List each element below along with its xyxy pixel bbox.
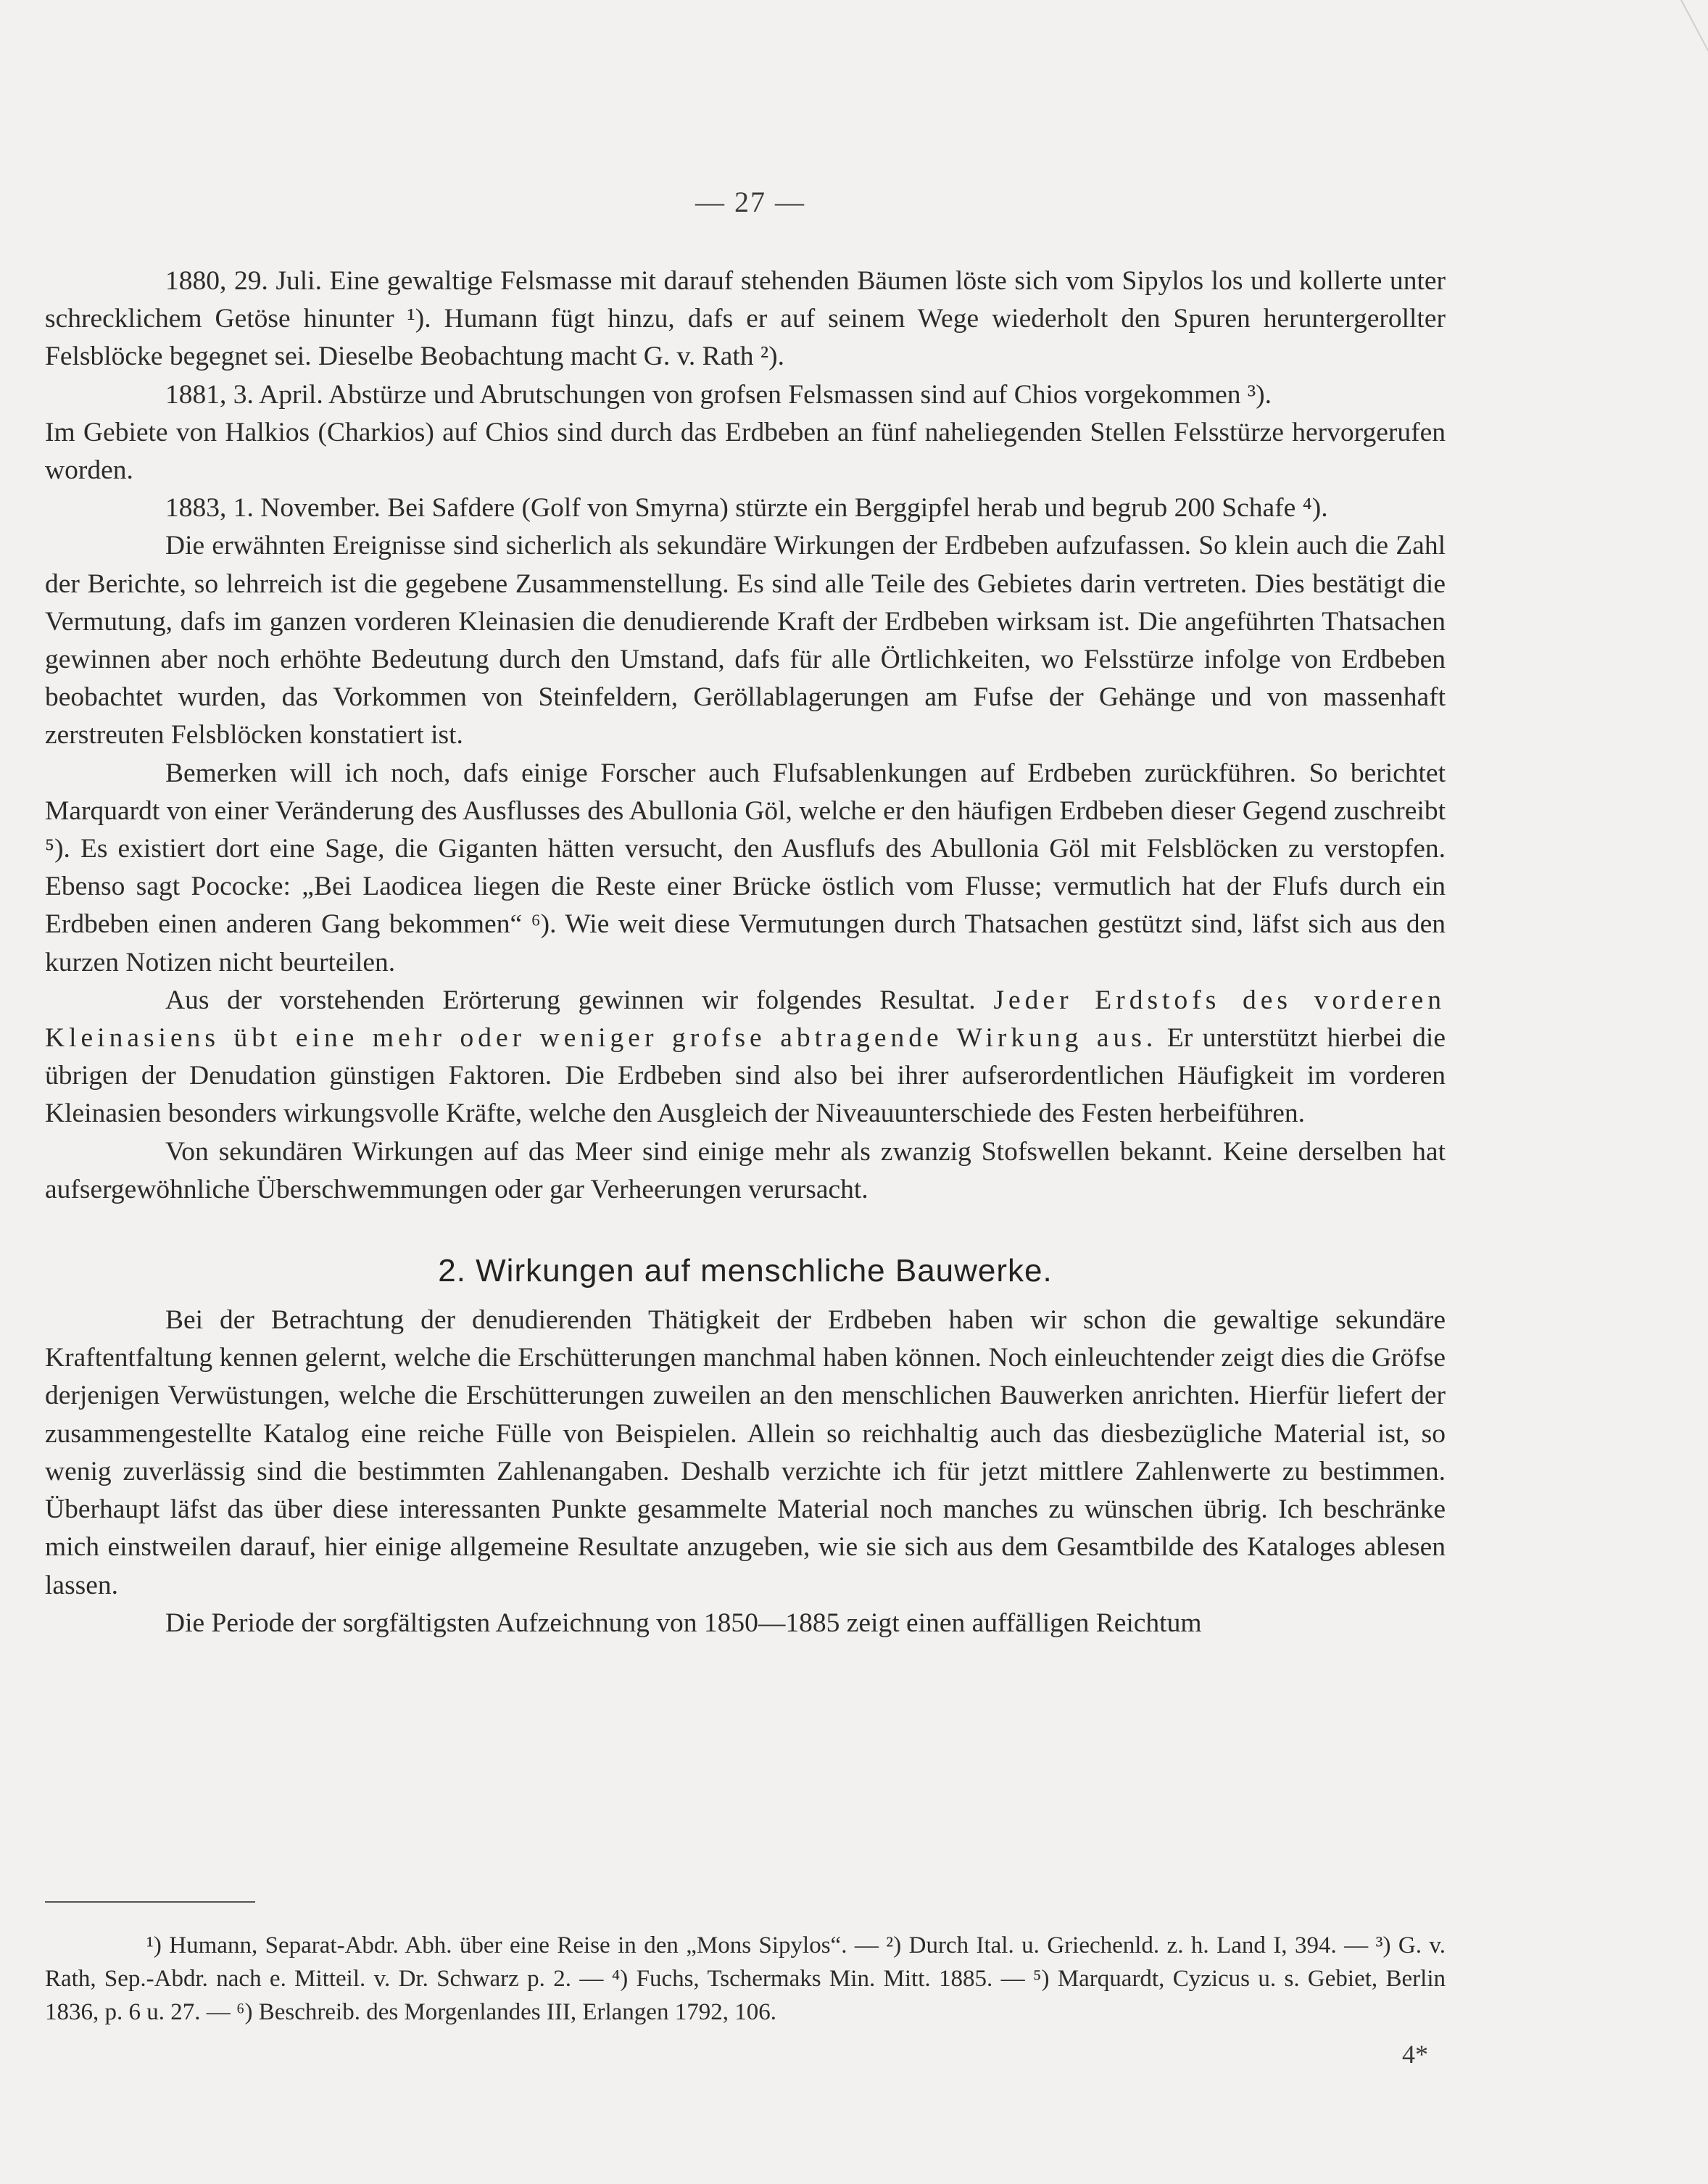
- page-number: — 27 —: [695, 186, 805, 218]
- footnote-divider: [45, 1901, 255, 1903]
- footnote-text: ¹) Humann, Separat-Abdr. Abh. über eine Reise in den „Mons Sipylos“. — ²) Durch Ital. u. Griechenld. z. h. Land I, 394. — ³) G. v. Rath, Sep.-Abdr. nach e. Mitteil. v. Dr. Schwarz p. 2. — ⁴) Fuchs, Tschermaks Min. Mitt. 1885. — ⁵) Marquardt, Cyzicus u. s. Gebiet, Berlin 1836, p. 6 u. 27. — ⁶) Beschreib. des Morgenlandes III, Erlangen 1792, 106.: [45, 1932, 1446, 2025]
- paragraph-1881: 1881, 3. April. Abstürze und Abrutschungen von grofsen Felsmassen sind auf Chios vorgekommen ³).: [165, 379, 1272, 410]
- footnotes: [45, 1929, 1446, 2029]
- paragraph-buildings: Bei der Betrachtung der denudierenden Thätigkeit der Erdbeben haben wir schon die gewaltige sekundäre Kraftentfaltung kennen gelernt, welche die Erschütterungen manchmal haben können. Noch einleuchtender zeigt dies die Gröfse derjenigen Verwüstungen, welche die Erschütterungen zuweilen an den menschlichen Bauwerken anrichten. Hierfür liefert der zusammengestellte Katalog eine reiche Fülle von Beispielen. Allein so reichhaltig auch das diesbezügliche Material ist, so wenig zuverlässig sind die bestimmten Zahlenangaben. Deshalb verzichte ich für jetzt mittlere Zahlenwerte zu bestimmen. Überhaupt läfst das über diese interessanten Punkte gesammelte Material noch manches zu wünschen übrig. Ich beschränke mich einstweilen darauf, hier einige allgemeine Resultate anzugeben, wie sie sich aus dem Gesamtbilde des Kataloges ablesen lassen.: [45, 1305, 1446, 1600]
- result-conclusion: Er unterstützt hierbei die übrigen der Denudation günstigen Faktoren. Die Erdbeben sind also bei ihrer aufserordentlichen Häufigkeit im vorderen Kleinasien besonders wirkungsvolle Kräfte, welche den Ausgleich der Niveauunterschiede des Festen herbeiführen.: [45, 1023, 1446, 1129]
- paragraph-period: Die Periode der sorgfältigsten Aufzeichnung von 1850—1885 zeigt einen auffälligen Reichtum: [165, 1608, 1202, 1638]
- signature-mark: 4*: [1402, 2040, 1428, 2069]
- section-heading: 2. Wirkungen auf menschliche Bauwerke.: [438, 1253, 1053, 1289]
- paragraph-1883: 1883, 1. November. Bei Safdere (Golf von Smyrna) stürzte ein Berggipfel herab und begrub 200 Schafe ⁴).: [165, 493, 1328, 524]
- paragraph-sea-effects: Von sekundären Wirkungen auf das Meer sind einige mehr als zwanzig Stofswellen bekannt. Keine derselben hat aufsergewöhnliche Überschwemmungen oder gar Verheerungen verursacht.: [45, 1136, 1446, 1204]
- result-intro: Aus der vorstehenden Erörterung gewinnen wir folgendes Resultat.: [165, 985, 976, 1015]
- paragraph-secondary-effects: Die erwähnten Ereignisse sind sicherlich als sekundäre Wirkungen der Erdbeben aufzufassen. So klein auch die Zahl der Berichte, so lehrreich ist die gegebene Zusammenstellung. Es sind alle Teile des Gebietes darin vertreten. Dies bestätigt die Vermutung, dafs im ganzen vorderen Kleinasien die denudierende Kraft der Erdbeben wirksam ist. Die angeführten Thatsachen gewinnen aber noch erhöhte Bedeutung durch den Umstand, dafs für alle Örtlichkeiten, wo Felsstürze infolge von Erdbeben beobachtet wurden, das Vorkommen von Steinfeldern, Geröllablagerungen am Fufse der Gehänge und von massenhaft zerstreuten Felsblöcken konstatiert ist.: [45, 531, 1446, 750]
- result-emphasis: Jeder Erdstofs des vorderen Kleinasiens übt eine mehr oder weniger grofse abtragende Wirkung aus.: [45, 985, 1446, 1054]
- paragraph-result: [45, 982, 1446, 1133]
- main-text: [45, 262, 1446, 1642]
- paragraph-1880: 1880, 29. Juli. Eine gewaltige Felsmasse mit darauf stehenden Bäumen löste sich vom Sipylos los und kollerte unter schrecklichem Getöse hinunter ¹). Humann fügt hinzu, dafs er auf seinem Wege wiederholt den Spuren heruntergerollter Felsblöcke begegnet sei. Dieselbe Beobachtung macht G. v. Rath ²).: [45, 266, 1446, 372]
- paragraph-halkios: Im Gebiete von Halkios (Charkios) auf Chios sind durch das Erdbeben an fünf naheliegenden Stellen Felsstürze hervorgerufen worden.: [45, 417, 1446, 486]
- paragraph-river-diversion: Bemerken will ich noch, dafs einige Forscher auch Flufsablenkungen auf Erdbeben zurückführen. So berichtet Marquardt von einer Veränderung des Ausflusses des Abullonia Göl, welche er den häufigen Erdbeben dieser Gegend zuschreibt ⁵). Es existiert dort eine Sage, die Giganten hätten versucht, den Ausflufs des Abullonia Göl mit Felsblöcken zu verstopfen. Ebenso sagt Pococke: „Bei Laodicea liegen die Reste einer Brücke östlich vom Flusse; vermutlich hat der Flufs durch ein Erdbeben einen anderen Gang bekommen“ ⁶). Wie weit diese Vermutungen durch Thatsachen gestützt sind, läfst sich aus den kurzen Notizen nicht beurteilen.: [45, 758, 1446, 977]
- scan-edge-mark: [1680, 0, 1708, 58]
